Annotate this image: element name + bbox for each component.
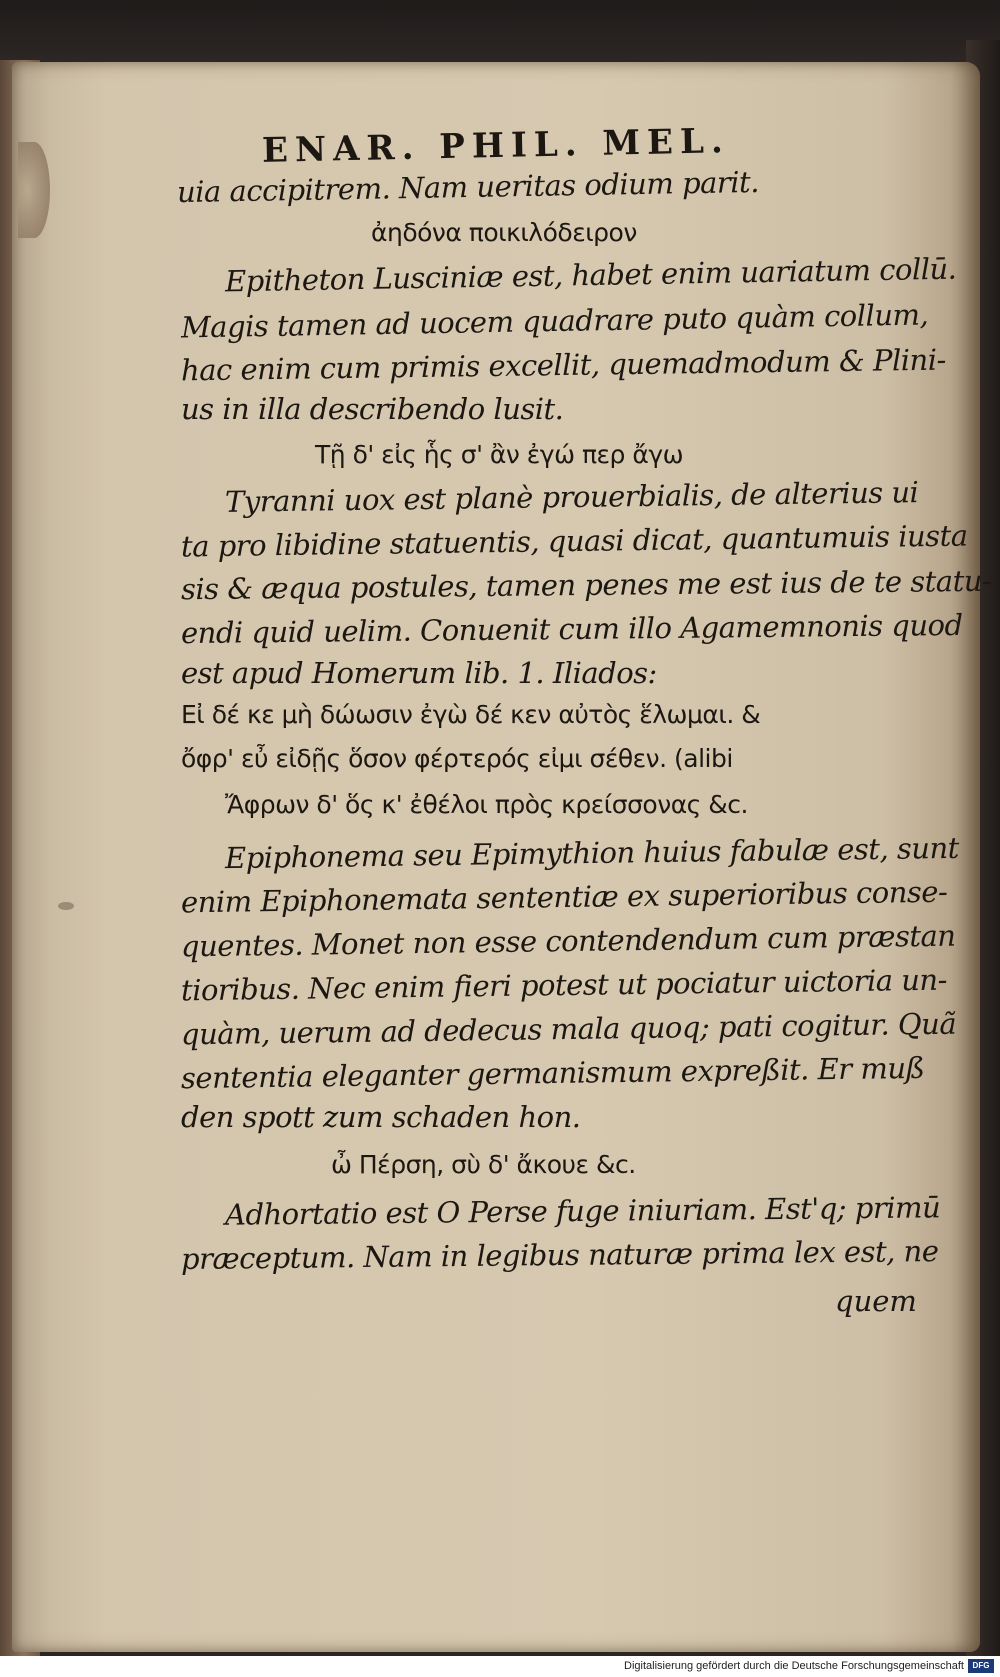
running-head: ENAR. PHIL. MEL.	[261, 121, 731, 171]
dfg-logo-icon: DFG	[968, 1659, 994, 1673]
text-line: Epitheton Lusciniæ est, habet enim uariatum collū.	[224, 251, 957, 299]
catchword: quem	[835, 1284, 917, 1318]
text-line: den spott zum schaden hon.	[181, 1100, 581, 1134]
text-line: sis & æqua postules, tamen penes me est ius de te statu-	[180, 563, 992, 607]
greek-line: ὄφρ' εὖ εἰδῇς ὅσον φέρτερός εἰμι σέθεν. (alibi	[181, 744, 733, 773]
text-line: uia accipitrem. Nam ueritas odium parit.	[176, 164, 760, 210]
text-line: ta pro libidine statuentis, quasi dicat, quantumuis iusta	[180, 518, 968, 564]
greek-line: Ἄφρων δ' ὅς κ' ἐθέλοι πρὸς κρείσσονας &c.	[225, 790, 748, 819]
footer-credit: Digitalisierung gefördert durch die Deutsche Forschungsgemeinschaft	[624, 1660, 964, 1672]
page-curl	[18, 142, 50, 238]
greek-line: Τῇ δ' εἰς ἧς σ' ἂν ἐγώ περ ἄγω	[315, 440, 684, 469]
text-line: Tyranni uox est planè prouerbialis, de alterius ui	[224, 475, 919, 519]
greek-line: Εἰ δέ κε μὴ δώωσιν ἐγὼ δέ κεν αὐτὸς ἕλωμαι. &	[181, 700, 761, 729]
text-line: quàm, uerum ad dedecus mala quoq; pati cogitur. Quã	[180, 1006, 957, 1052]
footer-bar	[0, 1656, 1000, 1677]
text-line: hac enim cum primis excellit, quemadmodum & Plini-	[180, 342, 947, 388]
text-line: endi quid uelim. Conuenit cum illo Agamemnonis quod	[180, 607, 963, 651]
text-line: quentes. Monet non esse contendendum cum præstan	[180, 918, 956, 964]
text-line: præceptum. Nam in legibus naturæ prima lex est, ne	[180, 1234, 939, 1276]
text-line: est apud Homerum lib. 1. Iliados:	[181, 656, 657, 690]
text-line: sententia eleganter germanismum expreßit. Er muß	[180, 1050, 925, 1096]
text-line: Adhortatio est O Perse fuge iniuriam. Est'q; primū	[224, 1190, 941, 1232]
text-line: Magis tamen ad uocem quadrare puto quàm collum,	[180, 297, 929, 345]
greek-line: ὦ Πέρση, σὺ δ' ἄκουε &c.	[331, 1150, 636, 1179]
text-line: tioribus. Nec enim fieri potest ut pociatur uictoria un-	[180, 962, 948, 1008]
text-line: us in illa describendo lusit.	[181, 392, 564, 426]
scan-background-top	[0, 0, 1000, 70]
ink-smudge	[58, 902, 74, 910]
text-line: enim Epiphonemata sententiæ ex superioribus conse-	[180, 874, 948, 920]
greek-line: ἀηδόνα ποικιλόδειρον	[371, 218, 637, 247]
text-line: Epiphonema seu Epimythion huius fabulæ est, sunt	[224, 830, 959, 876]
